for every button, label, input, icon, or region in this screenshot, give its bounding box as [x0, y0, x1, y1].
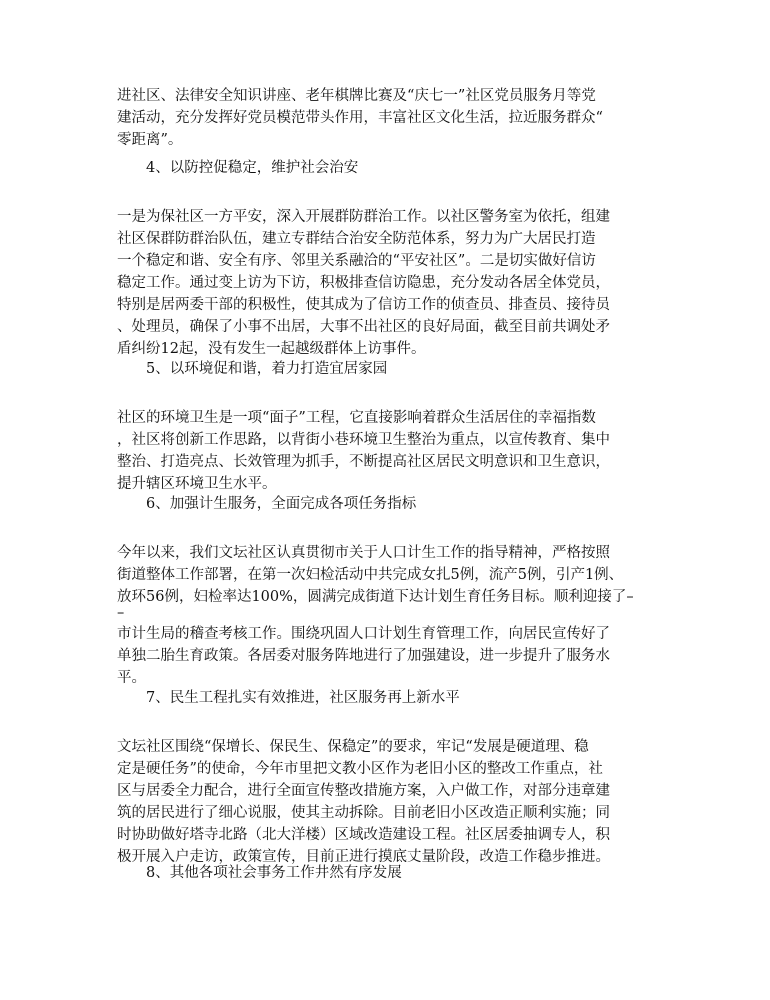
paragraph-line: 提升辖区环境卫生水平。: [117, 476, 277, 492]
paragraph-line: 市计生局的稽查考核工作。围绕巩固人口计划生育管理工作，向居民宣传好了: [117, 626, 610, 642]
section-heading-7: 7、民生工程扎实有效推进，社区服务再上新水平: [146, 690, 460, 706]
paragraph-line: 盾纠纷12起，没有发生一起越级群体上访事件。: [117, 341, 426, 357]
paragraph-line: 平。: [117, 670, 146, 686]
paragraph-line: 社区的环境卫生是一项“面子”工程，它直接影响着群众生活居住的幸福指数: [117, 410, 596, 426]
paragraph-line: 进社区、法律安全知识讲座、老年棋牌比赛及“庆七一”社区党员服务月等党: [117, 88, 596, 104]
paragraph-line: 一个稳定和谐、安全有序、邻里关系融洽的“平安社区”。二是切实做好信访: [117, 253, 596, 269]
paragraph-line: 筑的居民进行了细心说服，使其主动拆除。目前老旧小区改造正顺利实施；同: [117, 805, 610, 821]
paragraph-line: 整治、打造亮点、长效管理为抓手，不断提高社区居民文明意识和卫生意识，: [117, 454, 610, 470]
paragraph-line: 、处理员，确保了小事不出居，大事不出社区的良好局面，截至目前共调处矛: [117, 319, 610, 335]
paragraph-line: 特别是居两委干部的积极性，使其成为了信访工作的侦查员、排查员、接待员: [117, 297, 610, 313]
paragraph-line: 区与居委全力配合，进行全面宣传整改措施方案，入户做工作，对部分违章建: [117, 783, 610, 799]
paragraph-line: 建活动，充分发挥好党员模范带头作用，丰富社区文化生活，拉近服务群众“: [117, 110, 603, 126]
paragraph-line: 零距离”。: [117, 132, 183, 148]
paragraph-line: 单独二胎生育政策。各居委对服务阵地进行了加强建设，进一步提升了服务水: [117, 648, 610, 664]
paragraph-line: 极开展入户走访，政策宣传，目前正进行摸底丈量阶段，改造工作稳步推进。: [117, 849, 610, 865]
paragraph-line: ，社区将创新工作思路，以背街小巷环境卫生整治为重点，以宣传教育、集中: [117, 432, 610, 448]
paragraph-line: 定是硬任务”的使命，今年市里把文教小区作为老旧小区的整改工作重点，社: [117, 761, 603, 777]
paragraph-line: 放环56例，妇检率达100%，圆满完成街道下达计划生育任务目标。顺利迎接了–: [117, 589, 634, 605]
section-heading-8: 8、其他各项社会事务工作井然有序发展: [146, 865, 402, 881]
paragraph-line: 稳定工作。通过变上访为下访，积极排查信访隐患，充分发动各居全体党员，: [117, 275, 610, 291]
paragraph-line: –: [117, 605, 125, 621]
section-heading-4: 4、以防控促稳定，维护社会治安: [146, 160, 359, 176]
paragraph-line: 今年以来，我们文坛社区认真贯彻市关于人口计生工作的指导精神，严格按照: [117, 545, 610, 561]
paragraph-line: 文坛社区围绕“保增长、保民生、保稳定”的要求，牢记“发展是硬道理、稳: [117, 739, 589, 755]
section-heading-5: 5、以环境促和谐，着力打造宜居家园: [146, 361, 388, 377]
paragraph-line: 街道整体工作部署，在第一次妇检活动中共完成女扎5例，流产5例，引产1例、: [117, 567, 624, 583]
paragraph-line: 时协助做好塔寺北路（北大洋楼）区域改造建设工程。社区居委抽调专人，积: [117, 827, 610, 843]
paragraph-line: 一是为保社区一方平安，深入开展群防群治工作。以社区警务室为依托，组建: [117, 209, 610, 225]
section-heading-6: 6、加强计生服务，全面完成各项任务指标: [146, 496, 417, 512]
paragraph-line: 社区保群防群治队伍，建立专群结合治安全防范体系，努力为广大居民打造: [117, 231, 596, 247]
